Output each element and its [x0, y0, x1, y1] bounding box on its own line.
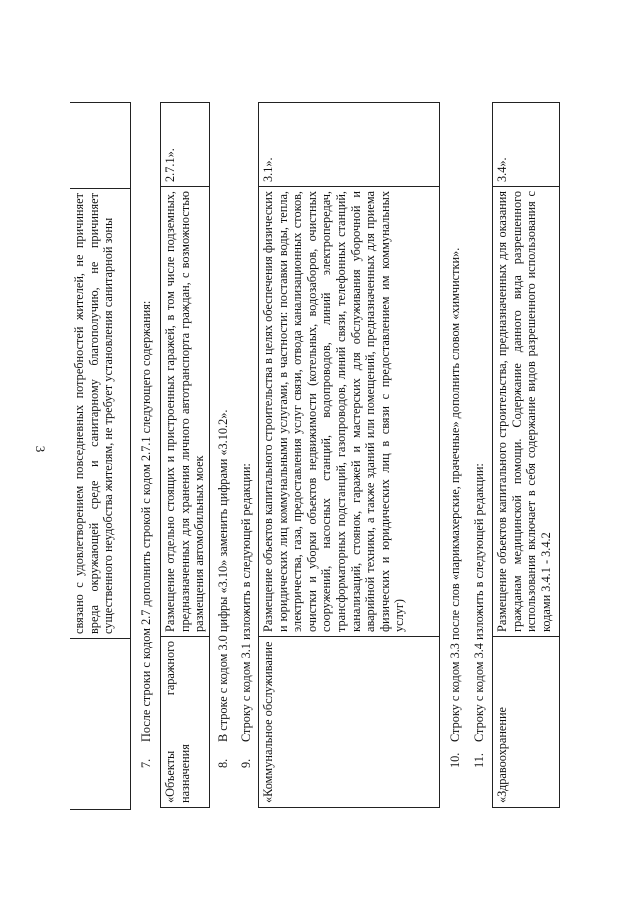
table-row-health: [492, 102, 560, 808]
row-health-code: 3.4».: [495, 157, 509, 182]
table-row-communal: [258, 102, 440, 808]
row-garages-code: 2.7.1».: [163, 148, 177, 182]
continuation-description: связано с удовлетворением повседневных потребностей жителей, не причиняет вреда окружающей среде и санитарному благополучию, не причиняет существенного неудобства жителям, не требует установления санитарной зоны: [72, 193, 116, 634]
document-body: [60, 60, 630, 860]
item-10-text: Строку с кодом 3.3 после слов «парикмахерские, прачечные» дополнить словом «химчистки».: [448, 247, 462, 742]
row-garages-name: «Объекты гаражного назначения: [163, 641, 192, 803]
item-11-number: 11.: [472, 753, 486, 768]
item-10-number: 10.: [448, 752, 462, 768]
item-9-text: Строку с кодом 3.1 изложить в следующей редакции:: [239, 463, 253, 742]
item-11-text: Строку с кодом 3.4 изложить в следующей редакции:: [472, 463, 486, 742]
page-number: 3: [33, 445, 48, 453]
row-communal-description: Размещение объектов капитального строительства в целях обеспечения физических и юридических лиц коммунальными услугами, в частности: поставки воды, тепла, электричества, газа, предоставления услуг связи, отвода канализационных стоков, очистки и уборки объектов недвижимости (котельных, водозаборов, очистных сооружений, насосных станций, водопроводов, линий электропередач, трансформаторных подстанций, газопроводов, линий связи, телефонных станций, канализаций, стоянок, гаражей и мастерских для обслуживания уборочной и аварийной техники, а также зданий или помещений, предназначенных для приема физических и юридических лиц в связи с предоставлением им коммунальных услуг): [261, 191, 407, 632]
item-8-number: 8.: [216, 758, 230, 768]
row-health-name: «Здравоохранение: [495, 707, 509, 803]
item-8-text: В строке с кодом 3.0 цифры «3.10» заменить цифрами «3.10.2».: [216, 409, 230, 742]
row-communal-name: «Коммунальное обслуживание: [261, 641, 275, 803]
item-9-number: 9.: [239, 758, 253, 768]
item-7-text: После строки с кодом 2.7 дополнить строкой с кодом 2.7.1 следующего содержания:: [139, 300, 153, 742]
row-health-description: Размещение объектов капитального строительства, предназначенных для оказания гражданам медицинской помощи. Содержание данного вида разрешенного использования включает в себя содержание видов разрешенного использования с кодами 3.4.1 - 3.4.2: [495, 191, 553, 632]
row-garages-description: Размещение отдельно стоящих и пристроенных гаражей, в том числе подземных, предназначенных для хранения личного автотранспорта граждан, с возможностью размещения автомобильных моек: [163, 191, 207, 632]
item-7-number: 7.: [139, 758, 153, 768]
table-continuation-row: [70, 102, 131, 810]
table-row-garages: [160, 102, 210, 808]
row-communal-code: 3.1».: [261, 157, 275, 182]
